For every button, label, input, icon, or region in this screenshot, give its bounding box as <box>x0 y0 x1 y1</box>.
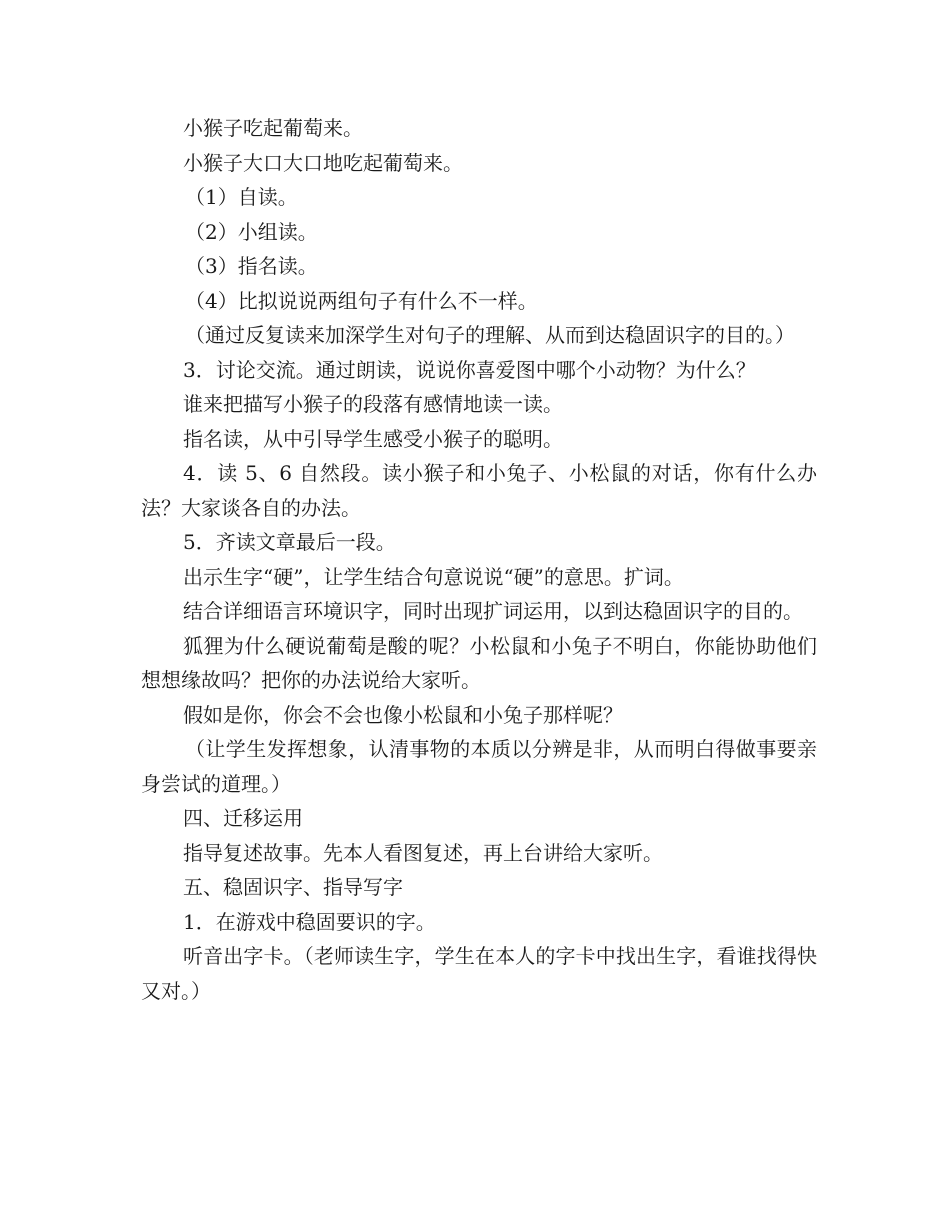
paragraph: 出示生字“硬”，让学生结合句意说说“硬”的意思。扩词。 <box>183 564 684 589</box>
paragraph: （2）小组读。 <box>185 219 318 244</box>
paragraph: 假如是你，你会不会也像小松鼠和小兔子那样呢？ <box>183 702 623 727</box>
paragraph: （让学生发挥想象，认清事物的本质以分辨是非，从而明白得做事要亲身尝试的道理。） <box>141 737 817 796</box>
section-heading: 五、稳固识字、指导写字 <box>183 875 403 899</box>
paragraph: （4）比拟说说两组句子有什么不一样。 <box>185 288 538 313</box>
paragraph: 4．读 5、6 自然段。读小猴子和小兔子、小松鼠的对话，你有什么办法？大家谈各自的办法。 <box>141 461 817 520</box>
paragraph: 结合详细语言环境识字，同时出现扩词运用，以到达稳固识字的目的。 <box>183 599 803 623</box>
paragraph: 指导复述故事。先本人看图复述，再上台讲给大家听。 <box>183 840 663 865</box>
paragraph: （3）指名读。 <box>185 254 318 278</box>
paragraph: 5．齐读文章最后一段。 <box>183 530 396 554</box>
paragraph: 指名读，从中引导学生感受小猴子的聪明。 <box>183 426 563 451</box>
paragraph: 1．在游戏中稳固要识的字。 <box>183 909 436 934</box>
paragraph: 3．讨论交流。通过朗读，说说你喜爱图中哪个小动物？为什么？ <box>183 357 756 382</box>
paragraph: 小猴子大口大口地吃起葡萄来。 <box>183 150 463 175</box>
section-heading: 四、迁移运用 <box>183 806 303 830</box>
paragraph: 谁来把描写小猴子的段落有感情地读一读。 <box>183 392 563 416</box>
paragraph: （通过反复读来加深学生对句子的理解、从而到达稳固识字的目的。） <box>185 323 795 347</box>
paragraph: 小猴子吃起葡萄来。 <box>183 116 363 140</box>
paragraph: 听音出字卡。（老师读生字，学生在本人的字卡中找出生字，看谁找得快又对。） <box>141 944 817 1003</box>
document-body <box>141 111 817 1008</box>
paragraph: 狐狸为什么硬说葡萄是酸的呢？小松鼠和小兔子不明白，你能协助他们想想缘故吗？把你的办法说给大家听。 <box>141 633 817 692</box>
paragraph: （1）自读。 <box>185 185 298 209</box>
